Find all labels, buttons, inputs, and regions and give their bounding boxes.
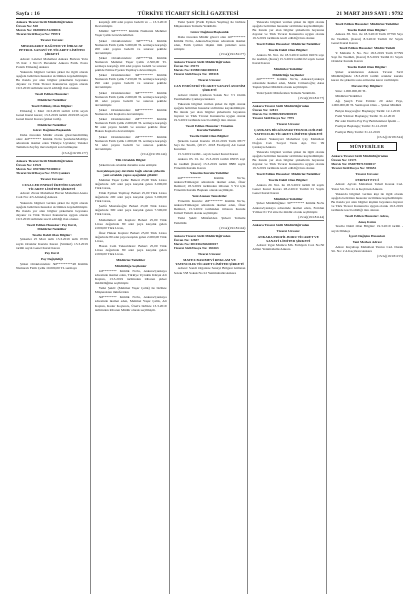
column-1 — [16, 20, 91, 594]
notice-paragraph: Müdürler/Yetkililer — [335, 94, 362, 99]
separator-rule — [174, 58, 246, 59]
page-number: Sayfa : 16 — [16, 11, 40, 17]
notice-paragraph: Yukarıda bilgileri verilen kişi ile ilgili olarak aşağıda belirtilen hususlar sicilimize kaydedilmiştir. Bu ilanda yer alan bilgiler kişinin beyanına dayanır ve Türk Ticaret Kanunu'na uygun olarak 19.3.2019 tarihinde tescil edildiği ilan olunur. — [331, 191, 403, 212]
section-heading: Müdürler/Yetkililer — [37, 122, 67, 127]
notice-paragraph: Faaliyet Başlangıç Tarihi: 31.12.2018 — [335, 124, 387, 129]
column-5 — [331, 20, 403, 594]
notice-paragraph: Yukarıda bilgileri verilen şirket ile ilgili olarak aşağıda belirtilen hususlar sicilimize kaydedilmiştir. Bu ilanda yer alan bilgiler şirketlerin beyanına dayanır ve Türk Ticaret Kanunu'na uygun olarak 19.3.2019 tarihinde tescil edildiği ilan olunur. — [173, 102, 246, 123]
notice-paragraph: Adres: Kuyubaşı Mahallesi Yenice Cad. Durak Sit. No: 2 A Keçiören/Ankara — [331, 245, 403, 254]
section-heading: Mevcut Pay Bilgileri: — [351, 83, 383, 88]
section-heading: Ticaret Unvanı: — [197, 78, 222, 83]
registry-field-label: Mersis No: 0638005151200016 — [16, 28, 61, 33]
notice-paragraph: Hasan Cem Tuksaldıran: Beheri 25,00 Türk Lirası değerinde 80 adet paya karşılık gelen 2.000,00 Türk Lirası. — [94, 244, 167, 257]
section-heading: CAN ENDÜSTRİ TİCARET SANAYİ ANONİM ŞİRKETİ — [173, 83, 246, 93]
section-heading: Yeni Atanan Temsilciler — [192, 194, 227, 199]
notice-paragraph: Yetki Şekli: Münferiden Temsile Yetkilidir. — [256, 90, 316, 95]
section-heading: Pay Değişikliği — [40, 257, 63, 262]
section-heading: Tescil Edilen Hususlar: Müdürler/Yetkililer — [256, 172, 321, 177]
section-heading: Yeni Merkez Adresi — [352, 240, 382, 245]
notice-reference: (15/A)(19/181144) — [219, 225, 246, 230]
section-heading: Ameş Kırım — [358, 219, 377, 224]
registry-field-label: Ticaret Sicil/Dosya No: 7975 — [252, 116, 294, 121]
section-heading: Tescile Dahil Olan Bilgiler: — [347, 65, 387, 70]
section-heading: Tescil Edilen Hususlar: — [34, 92, 69, 97]
notice-paragraph: Balçın Kuşçuoğlu: Başlangıç Tarihi: 12.1.2019 — [335, 108, 400, 113]
notice-paragraph: Şirket Ortaklarından: 3Ø******** Kimlik Numaralı Fatih Çelik 7.250,00 TL sermaye karşılığı 290 adet payını bedelli ve sınırsız şekilde devretmiştir. — [94, 73, 167, 90]
section-heading: ÇANKAYA BİLGİSAYAR TEKNOLOJİLERİ YAYINCILIK TİCARET LİMİTED ŞİRKETİ — [254, 127, 323, 136]
section-heading: Ticaret Unvanı: — [197, 251, 222, 256]
section-heading: ANKARA PROFİL BORU TİCARET VE SANAYİ LİMİTED ŞİRKETİ — [257, 234, 319, 243]
section-heading: Tüh Ortaklık Bilgisi: — [115, 157, 147, 162]
notice-paragraph: Ankara 03. 01. ile 15.3.2019 tarihli 03033 sayı ile tasdikli (Karar) 15.3.2019 tarihli 8880 sayılı Yönetim Kurulu Kararı — [173, 157, 246, 170]
notice-paragraph: Adresi: Lalebel Mahallesi Ankara Bulvarı Yolu 35 Kat: 1 No:15 Pursaklar Ankara Fatih. Posta Polatlı Elmadağ Ankara — [16, 56, 88, 69]
section-heading: Müdürler/Yetkililer — [273, 196, 303, 201]
registry-field-label: Ünvan No: 11573 — [331, 157, 357, 162]
notice-paragraph: 3Ø******** Kimlik No'lu, Ankara/Çankaya adresinde ikamet eden, Mehmet Yaşar Çelik, Ali Kaplan, Kader Koyuncu, Ünal'e birlikte 13.3.2019 tarihinden itibaren Müdür olarak seçilmiştir. — [94, 295, 167, 312]
section-heading: Ticaret Unvanı: — [355, 171, 379, 176]
notice-paragraph: Şirket Ortaklarından: 6Ø******** Kimlik Numaralı Ali Kaplan'a devretmiştir. — [94, 108, 167, 117]
notice-paragraph: Süre: 1.000.000,00 TL — [335, 88, 367, 93]
notice-paragraph: Muhammed Ali Kaplan: Beheri 25,00 Türk Lirası değerinde 80 adet paya karşılık gelen 2.000,00 Türk Lirası, — [94, 217, 167, 230]
registry-field-label: Mersis No: 0548789713500017 — [331, 161, 376, 166]
notice-paragraph: Adresi: Ugur Mumcu Mh. Fethiyelı Cad. No:50 Altları Yenimahalle/Ankara — [252, 243, 325, 252]
section-heading: Tescil Edilmiş Olan Bilgiler: — [31, 103, 73, 108]
section-heading: FERHAT EVCİ — [355, 177, 379, 182]
section-heading: Müdürlüğe Seçilenler — [114, 263, 147, 268]
section-heading: Müdürler/Yetkililer — [273, 66, 303, 71]
registry-field-label: Mersis No: 0010162366400017 — [173, 241, 219, 246]
section-heading: Pay Devri — [44, 251, 60, 256]
registry-field — [174, 246, 246, 250]
section-heading: Görev Dağılımı/Başkanlık — [190, 29, 229, 34]
registry-field-label: Ünvan No: 528 — [16, 24, 38, 29]
notice-reference: (15/A)(19/181155) — [376, 254, 403, 259]
registry-field — [252, 116, 324, 120]
notice-paragraph: Şirketler 25 Mart tarih 13.3.2019 tarih 07/09 sayılı Ortaklar Kurulu Kararı (Sirüleri) 13.3.2019 tarihli sayılı Genel Kurul Kararı — [16, 237, 88, 250]
registry-field-label: Ünvan No: 12921 — [16, 162, 42, 167]
notice-paragraph: Adresi: Sondi Organize Sanayi Bölgesi Gülistan Sokak 558 Sokak No:12 Yenimahalle/Ankara — [173, 266, 246, 275]
notice-paragraph: Yetki Şekli: Münferiden Şirketi Temsile Yetkilidir. — [173, 216, 246, 225]
issue-date: 21 MART 2019 SAYI : 9792 — [336, 11, 403, 17]
registry-field-label: Mersis No: 0357006755300012 — [16, 166, 61, 171]
separator-rule — [252, 102, 324, 103]
registry-field-label: Ticaret Sicil/Dosya No: 395652 — [331, 165, 377, 170]
section-heading: MATEX BASIMEVİ REKLAM VE YAYINCILIK TİCARET LİMİTED ŞİRKETİ — [175, 257, 244, 266]
notice-paragraph: Yetki Şekli: (Fatih Eymen Yeşiltaş) ile birlikte Müşterekten Temsile Yetkilidir. — [173, 20, 246, 29]
registry-field — [331, 166, 403, 170]
section-heading: Tescil Edilen Hususlar: Müdürler/Yetkililer — [256, 42, 321, 47]
section-heading: Ticaret Unvanı: — [40, 176, 64, 181]
section-heading: Tescil Edilen Hususlar: Müdür/Yetkili — [339, 46, 396, 51]
notice-paragraph: Faaliyet Bitiş Tarihi: 31.12.2019 — [335, 129, 380, 134]
registry-field — [16, 32, 88, 36]
notice-paragraph: Yukarıda bilgileri verilen şirket ile ilgili olarak aşağıda belirtilen hususlar sicilimize kaydedilmiştir. Bu ilanda yer alan bilgiler şirketlerin beyanına dayanır ve Türk Ticaret Kanunu'na uygun olarak 19.3.2019 tarihinde tescil edildiği ilan olunur. — [252, 20, 325, 41]
registry-field-label: Ticaret Sicil/Dosya No: 184263 — [173, 245, 219, 250]
notice-paragraph: 2Ø******** Kimlik No'lu, Ankara/Çankaya adresinde ikamet eden, Metin Cömertoğlu; Aksa Taşkın Şirket Müdürü olarak seçilmiştir. — [252, 77, 325, 90]
section-heading: MERAKARKT DAĞITIM VE İHRACAT PETROL SANAYİ VE TİCARET LİMİTED ŞİRKETİ — [19, 43, 85, 56]
section-heading: Tescile Dahil Olan Bilgiler: — [32, 232, 72, 237]
section-heading: Ticaret Unvanı: — [276, 121, 300, 126]
notice-paragraph: 15.3.2019 tarihli - sayılı Genel Kurul Kararı — [177, 152, 239, 157]
registry-field-label: Mersis No: 0289020492000019 — [252, 112, 297, 117]
section-heading: Tescile Dahil Olan Bilgiler: — [347, 27, 387, 32]
section-heading: İşyeri Değişim Hususları — [348, 234, 386, 239]
notice-paragraph: karşılığı 400 adet payını bedelli ve ... 13.3.2019 Devretmiştir. — [94, 20, 167, 29]
notice-paragraph: Yukarıda bilgileri verilen şirket ile ilgili olarak aşağıda belirtilen hususlar sicilimize kaydedilmiştir. Bu ilanda yer alan bilgiler şirketlerin beyanına dayanır ve Türk Ticaret Kanunu'na uygun olarak 19.3.2019 tarihinde tescil edildiği ilan olunur. — [16, 70, 88, 91]
notice-paragraph: Ankara 38. Not. ile 18.3.2019 Tarih 07799 Sayı ile Tasdikli, (Karar) 8.3.2019 Tarihli 02 Sayılı Genel Kurul Kararı — [331, 32, 403, 45]
section-heading: Tescil Edilen Hususlar: Müdürler/Yetkililer — [335, 21, 400, 26]
notice-paragraph: Adresi: Yukarıyurt Mahallesi Çay Mahallesi Doğan Cad. Sosyal Tesis Apt. No: 99 Çankaya/Ankara — [252, 136, 325, 149]
registry-field-label: Ticaret Sicil/Dosya No: 3723 Çankırı — [16, 170, 70, 175]
registry-field-label: Ünvan No: 29175 — [173, 64, 199, 69]
section-heading: Tescil Edilen Hususlar: Pay Devri, Müdürler/Yetkililer — [26, 222, 78, 231]
notice-reference: (15/A)(19/181144) — [140, 152, 167, 157]
notice-paragraph: Daha önceden Müdür olarak görevlendirilmiş olan: 4Ø******* Kimlik No'lu Şenbaba/Maltliya adresinde ikamet eden Türkiye Uyruklu; Vekalet Temsilen Zeyfay mevcudiyeti son bulmuştur. — [16, 133, 88, 150]
section-heading: Müdürlüğe Seçilenler — [272, 72, 305, 77]
section-heading: Gerçekleşen pay devrinin bağlı olarak şirketin yeni ortaklık yapısı aşağıdaki gibidir: — [96, 168, 165, 177]
notice-paragraph: Şerife Mustafaoğlu: Beheri 25,00 Türk Lirası değerinde 300 adet paya karşılık gelen 7.500,00 Türk Lirası, — [94, 204, 167, 217]
section-heading: Tescile Dahil Olan Bilgiler: — [189, 134, 230, 139]
registry-field-label: Ankara Ticaret Sicili Müdürlüğü'nden — [252, 103, 310, 108]
registry-field-label: Mersis No: 0198013661000014 — [173, 68, 219, 73]
notice-paragraph: Yönetim Kurulu: 2Ø******** Kimlik No'lu, Ankara/Etimesgut adresinde ikamet eden, Öner Demirel, 15.3.2019 tarihinden itibaren Kurulu Temsil Yetkili olarak seçilmiştir. — [173, 199, 246, 216]
notice-paragraph: Ankara 30. Not. ile 18.3.2019 tarihli 02674 sayı ile tasdikli, (Karar) 15.3.2019 tarihli 02 sayılı Genel Kurul Kararı — [252, 52, 325, 65]
notice-paragraph: Emin Eymen Yeşiltaş: Beheri 25,00 Türk Lirası değerinde 200 adet paya karşılık gelen 5.000,00 Türk Lirası, — [94, 190, 167, 203]
notice-reference: (15/A)(19/181177) — [219, 52, 246, 57]
registry-field-label: Ünvan No: 12813 — [252, 107, 278, 112]
section-heading: Ticaret Unvanı: — [276, 228, 300, 233]
notice-paragraph: Şirket Ortaklarından: 3Ø*********48 Kimlik Numaralı Fatih Çelik 10.000,00 TL sermaye — [16, 262, 88, 271]
notice-reference: (15/A)(19/181344) — [376, 134, 403, 139]
registry-field-label: Ticaret Sicil/Dosya No: 7999 ¥ — [16, 32, 61, 37]
notice-paragraph: Şirket Müdürlüğüne: 30******** Kimlik No'lu Ankara/Çankaya adresinde ikamet eden, Feridun Yılmaz 01 Yıl süre ile müdür olarak seçilmiştir. — [252, 201, 325, 214]
notice-reference: (15/A)(19/181177) — [61, 150, 88, 155]
registry-field-label: Ünvan No: 12837 — [173, 237, 199, 242]
section-heading: CUSA LED ENERJİ ÜRETİM SANAYİ TİCARET LİMİTED ŞİRKETİ — [22, 182, 82, 191]
notice-paragraph: Mehmet Yaşar Çelik: Beheri 25,00 Türk Lirası değerinde 120 adet paya karşılık gelen 3.000,00 Türk Lirası, — [94, 177, 167, 190]
registry-field-label: Ankara Ticaret Sicili Müdürlüğü'nden — [16, 20, 73, 24]
notice-paragraph: Adresi: Ayvalı Mahallesi Tahsil Konak Cad. Yazar Sit. No: 21 A Keçiören/Ankara — [331, 182, 403, 191]
notice-paragraph: Öner Hakan Kaplan: Beheri 25,00 Türk Lirası değerinde 80 adet paya karşılık gelen 2.000,00 Türk Lirası, — [94, 230, 167, 243]
text-columns — [16, 20, 403, 594]
notice-paragraph: Şirket Ortaklarından: 3Ø*****14 Kimlik Numaralı Fatih Çelik 5.000,00 TL sermaye karşılığı 200 adet payını bedelli ve sınırsız şekilde devretmiştir. — [94, 38, 167, 55]
column-2 — [95, 20, 170, 594]
notice-paragraph: Şirketin Genel Kurulu 18.10.2019 Tarih 08/77 Sayı ile Tescili, (2017- 2018 Faaliyeti) Ait Genel Kurulları — [173, 138, 246, 151]
registry-field-label: Ticaret Sicil/Dosya No: 189118 — [173, 72, 219, 77]
section-heading: Müdürler/Yetkililer — [37, 97, 67, 102]
notice-paragraph: Adresi: Ziraat Mahallesi Havuz Mahallesi Arena Cadı No: 4/5 Altındağ Ankara — [16, 191, 88, 200]
registry-field — [174, 72, 246, 76]
registry-field-label: Ankara Ticaret Sicili Müdürlüğü'nden — [173, 60, 231, 65]
notice-paragraph: 1Ø******** Kimlik No'lu, Ankara/Çankaya adresinde ikamet eden, Türkiye Uyruklu Kürşat Ali Kaplan, 13.3.2019 tarihinden itibaren şirket müdürlüğüne seçilmiştir. — [94, 268, 167, 285]
notice-paragraph: Adresi: Ostim Çaldıran Sokak No: 7/1 Ostim Yenimahalle Çankaya/Ankara — [173, 92, 246, 101]
registry-field-label: Ankara Ticaret Sicili Müdürlüğü'nden — [173, 233, 231, 238]
section-heading: Ticaret Unvanı: — [40, 37, 64, 42]
section-heading: Görev Dağılımı/Başkanlık — [32, 128, 72, 133]
gazette-header — [16, 7, 403, 19]
gazette-title: TÜRKİYE TİCARET SİCİLİ GAZETESİ — [137, 11, 239, 17]
section-heading: Tescil Edilen Hususlar: Yönetim Kurulu/Yetkililer — [185, 124, 234, 133]
notice-paragraph: Şirket Ortaklarından: 2Ø******** Kimlik Numaralı Fatih Çelik 1.000,00 TL sermaye karşılığı 32 adet payını bedelli ve sınırsız şekilde devretmiştir. — [94, 134, 167, 151]
notice-paragraph: Yukarıda bilgileri verilen şirket ile ilgili olarak aşağıda belirtilen hususlar sicilimize kaydedilmiştir. Bu ilanda yer alan bilgiler şirketlerin beyanına dayanır ve Türk Ticaret Kanunu'na uygun olarak 19.3.2019 tarihinde tescil edildiği ilan olunur. — [16, 200, 88, 221]
notice-paragraph: Fadıl Yılmaz: Başlangıç Tarihi: 31.12.2019 — [335, 113, 395, 118]
registry-field — [252, 223, 324, 227]
registry-field-label: Ankara Ticaret Sicili Müdürlüğü'nden — [16, 158, 73, 163]
notice-paragraph: Bir adet Dariba Pay Pay Belirlenmesi İşlemi ... — [335, 119, 400, 124]
registry-field-label: Ankara Ticaret Sicili Müdürlüğü'nden — [331, 153, 389, 158]
section-heading: Müdürler/Yetkililer — [116, 258, 146, 263]
section-heading: Tescile Dahil Olan Bilgiler: — [268, 177, 309, 182]
section-heading: Tescile Dahil Olan Bilgiler: — [268, 47, 309, 52]
notice-paragraph: Şirket Ortaklarından: 3Ø******** Kimlik Numaralı Fatih Çelik 2.000,00 TL sermaye karşılığı 96 adet payını bedelli ve sınırsız şekilde devretmiştir. — [94, 90, 167, 107]
section-heading: Tescil Edilen Hususlar: Adres, — [344, 213, 390, 218]
notice-paragraph: Müdür: 3Ø******* Kimlik Numaralı Mehmet Yaşar Çelik Görevlendirilen — [94, 29, 167, 38]
registry-field — [16, 171, 88, 175]
notice-paragraph: Ağı Şuayb Fırat Ertürk: 20 Adet Payı, 1.000.000,00 TL Sermayesi Olan ... Şirket Müdürü — [331, 99, 403, 108]
notice-paragraph: Yukarıda bilgileri verilen şirket ile ilgili olarak aşağıda belirtilen hususlar sicilimize kaydedilmiştir. Bu ilanda yer alan bilgiler şirketlerin beyanına dayanır ve Türk Ticaret Kanunu'na uygun olarak 19.3.2019 tarihinde tescil edildiği ilan olunur. — [252, 149, 325, 171]
separator-rule — [174, 231, 246, 232]
separator-rule — [16, 156, 88, 157]
notice-paragraph: Elmadağ 1 Mart 19.3.2019 tarihli 1234 sayılı Genel Kurul kararı; 13.3.2019 tarihli 2019/03 sayılı Genel Kurul Kararı (şirket tarih). — [16, 108, 88, 121]
section-heading: Yönetim Kurulu/Yetkililer — [190, 171, 229, 176]
notice-reference: (15/A)(19/181177) — [298, 95, 325, 100]
column-4 — [252, 20, 327, 594]
registry-field-label: Ankara Ticaret Sicili Müdürlüğü'nden — [252, 222, 310, 227]
notice-reference: (15/A)(19/181144) — [298, 214, 325, 219]
notice-paragraph: Daha önceden Müdür görevi olan 1Ø******** Kimlik No'lu, Ankara/Keçiören adresinde ikamet eden, Fatih Çelik'e ilişkin tüm yetkileri sona ermiştir. — [173, 34, 246, 51]
notice-paragraph: Yetki Şekli: (Mehmet Yaşar Çelik) ile birlikte Müşterekten münferiden — [94, 286, 167, 295]
notice-paragraph: Y. Mahalle 3. No. No: 18.3.2019 Tarih 07799 Sayı İle Tasdikli, (Karar) 8.3.2019 Tarihli 01 Sayılı Ortaklar Kurulu Kararı — [331, 51, 403, 64]
notice-paragraph: Şirket Ortaklarından: 2Ø*****94 Kimlik Numaralı Mehmet Yaşar Çelik 2.500,00 TL sermaye karşılığı 100 adet payını bedelli ve sınırsız şekilde Emine Eyelen Yeşiltaş'a devretmiştir. — [94, 55, 167, 73]
separator-rule — [252, 220, 324, 221]
notice-paragraph: Tescile Dahil Olan Bilgiler: 19.3.2019 tarihli - sayılı Dilekçe — [331, 224, 403, 233]
notice-paragraph: Şirket Ortaklarından: 2Ø******** Kimlik Numaralı Fatih Çelik 2.000,00 TL sermaye karşılığı 80 adet payını bedelli ve sınırsız şekilde Öner Hakan Kaplan'a devretmiştir. — [94, 117, 167, 134]
notice-paragraph: Şirketin tek ortaklık durumu sona ermiştir. — [98, 162, 158, 167]
notice-paragraph: Ankara 20. Not. ile 18.3.2019 tarihli 02 sayılı Genel Kurul Kararı 28.2.2019 Tarihli 01 Sayılı Genel Kurul Kararı — [252, 182, 325, 195]
column-3 — [174, 20, 249, 594]
notice-paragraph: Şirket ortaklarının Ankara Ticaret Sicil Müdürlüğünde 18.3.2019 tarihli ortaklar kurulu kararı ile şirketin sona ermesine karar verilmiştir. — [331, 70, 403, 83]
section-title-box: MÜNFERİLER — [337, 142, 397, 151]
notice-paragraph: 2Ø*********** Kimlik No'lu, Ankara/Etimesgut adresinde ikamet eden, Öner Demirel; 18.3.2019 tarihinden itibaren 3 Yıl için Yönetim Kurulu Başkanı olarak seçilmiştir. — [173, 176, 246, 193]
